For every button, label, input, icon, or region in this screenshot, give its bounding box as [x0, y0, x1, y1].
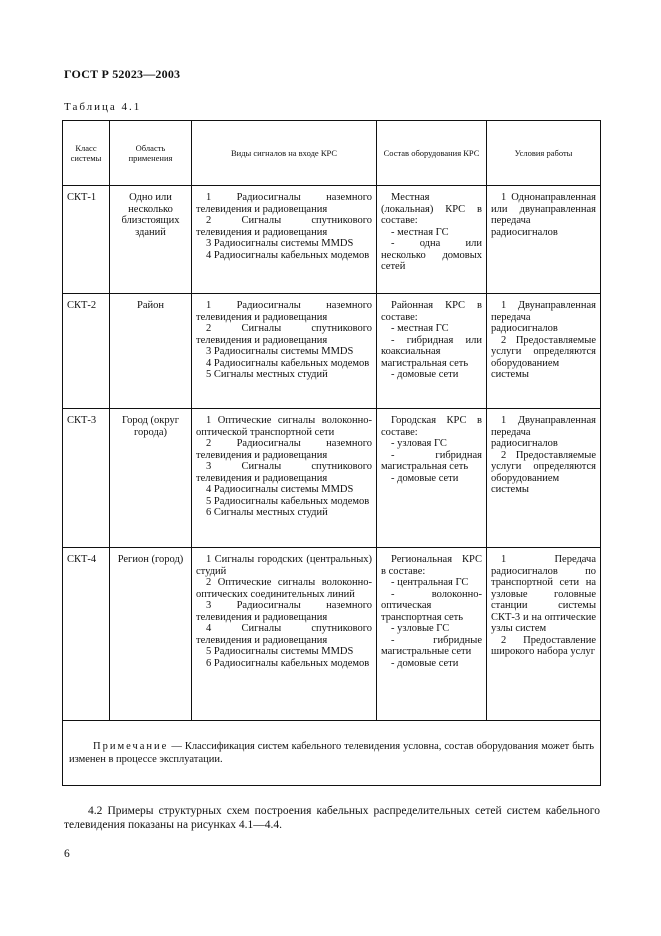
table-header-row — [63, 121, 601, 186]
table-row — [63, 294, 601, 409]
classification-table — [62, 120, 601, 786]
equipment-item: - домовые сети — [391, 472, 459, 484]
equipment-list — [377, 186, 486, 273]
signal-item: 5 Радиосигналы системы MMDS — [206, 646, 354, 657]
signal-item: 4 Сигналы спутникового телевидения и радиовещания — [196, 623, 372, 646]
signal-item: 4 Радиосигналы кабельных модемов — [206, 357, 370, 369]
condition-item: 1 Двунаправленная передача радиосигналов — [491, 300, 596, 334]
system-class: СКТ-1 — [67, 192, 97, 203]
condition-item: 1 Однонаправленная или двунаправленная передача радиосигналов — [491, 192, 596, 238]
table-row — [63, 548, 601, 721]
equipment-item: Местная (локальная) КРС в составе: — [381, 192, 482, 226]
equipment-list — [377, 294, 486, 381]
signal-item: 3 Радиосигналы системы MMDS — [206, 238, 354, 249]
signal-item: 2 Радиосигналы наземного телевидения и радиовещания — [196, 438, 372, 461]
conditions-list — [487, 294, 600, 381]
equipment-item: Районная КРС в составе: — [381, 300, 482, 323]
application-area: Район — [137, 300, 164, 311]
equipment-list — [377, 409, 486, 484]
equipment-list — [377, 548, 486, 669]
equipment-item: - местная ГС — [391, 226, 449, 238]
equipment-item: - домовые сети — [391, 369, 459, 380]
equipment-item: - домовые сети — [391, 657, 459, 669]
application-area: Одно или несколько близстоящих зданий — [121, 192, 180, 238]
condition-item: 1 Передача радиосигналов по транспортной сети на узловые головные станции системы СКТ-3 и на оптические узлы систем — [491, 554, 596, 634]
table-row — [63, 409, 601, 548]
equipment-item: - местная ГС — [391, 323, 449, 334]
equipment-item: Городская КРС в составе: — [381, 415, 482, 438]
signals-list — [192, 548, 376, 669]
condition-item: 2 Предоставляемые услуги определяются оборудованием системы — [491, 449, 596, 495]
signal-item: 4 Радиосигналы кабельных модемов — [206, 249, 370, 261]
signal-item: 5 Радиосигналы кабельных модемов — [206, 495, 370, 507]
column-header-conditions: Условия работы — [487, 121, 601, 186]
equipment-item: - узловая ГС — [391, 438, 447, 449]
equipment-item: - узловые ГС — [391, 623, 450, 634]
column-header-equipment: Состав оборудования КРС — [377, 121, 487, 186]
table-note — [63, 740, 600, 766]
equipment-item: - гибридная или коаксиальная магистральная сеть — [381, 334, 482, 369]
conditions-list — [487, 548, 600, 658]
signal-item: 4 Радиосигналы системы MMDS — [206, 484, 354, 495]
conditions-list — [487, 409, 600, 496]
note-text: — Классификация систем кабельного телевидения условна, состав оборудования может быть изменен в процессе эксплуатации. — [69, 741, 594, 765]
conditions-list — [487, 186, 600, 238]
equipment-item: Региональная КРС в составе: — [381, 554, 482, 577]
signal-item: 2 Оптические сигналы волоконно-оптических соединительных линий — [196, 577, 372, 600]
column-header-area: Область применения — [110, 121, 192, 186]
signal-item: 1 Радиосигналы наземного телевидения и радиовещания — [196, 300, 372, 323]
signal-item: 6 Сигналы местных студий — [206, 507, 328, 518]
signal-item: 3 Радиосигналы наземного телевидения и радиовещания — [196, 600, 372, 623]
signal-item: 2 Сигналы спутникового телевидения и радиовещания — [196, 215, 372, 238]
column-header-class: Класс системы — [63, 121, 110, 186]
signal-item: 3 Радиосигналы системы MMDS — [206, 346, 354, 357]
table-caption: Таблица 4.1 — [64, 101, 142, 113]
condition-item: 2 Предоставляемые услуги определяются оборудованием системы — [491, 334, 596, 380]
note-label: Примечание — [93, 741, 169, 752]
signals-list — [192, 186, 376, 261]
table-note-row — [63, 721, 601, 786]
equipment-item: - волоконно-оптическая транспортная сеть — [381, 588, 482, 623]
equipment-item: - центральная ГС — [391, 577, 469, 588]
condition-item: 1 Двунаправленная передача радиосигналов — [491, 415, 596, 449]
signal-item: 6 Радиосигналы кабельных модемов — [206, 657, 370, 669]
condition-item: 2 Предоставление широкого набора услуг — [491, 634, 596, 657]
signal-item: 1 Сигналы городских (центральных) студий — [196, 554, 372, 577]
signal-item: 3 Сигналы спутникового телевидения и радиовещания — [196, 461, 372, 484]
system-class: СКТ-3 — [67, 415, 97, 426]
system-class: СКТ-4 — [67, 554, 97, 565]
section-paragraph: 4.2 Примеры структурных схем построения кабельных распределительных сетей систем кабельного телевидения показаны на рисунках 4.1—4.4. — [64, 805, 600, 831]
column-header-signals: Виды сигналов на входе КРС — [192, 121, 377, 186]
page-number: 6 — [64, 848, 70, 860]
table-row — [63, 186, 601, 294]
application-area: Регион (город) — [117, 554, 184, 565]
signal-item: 1 Радиосигналы наземного телевидения и радиовещания — [196, 192, 372, 215]
document-header: ГОСТ Р 52023—2003 — [64, 67, 181, 81]
signal-item: 5 Сигналы местных студий — [206, 369, 328, 380]
equipment-item: - гибридная магистральная сеть — [381, 449, 482, 472]
signal-item: 2 Сигналы спутникового телевидения и радиовещания — [196, 323, 372, 346]
system-class: СКТ-2 — [67, 300, 97, 311]
signal-item: 1 Оптические сигналы волоконно-оптической транспортной сети — [196, 415, 372, 438]
signals-list — [192, 409, 376, 519]
application-area: Город (округ города) — [121, 415, 180, 438]
equipment-item: - одна или несколько домовых сетей — [381, 238, 482, 272]
signals-list — [192, 294, 376, 381]
equipment-item: - гибридные магистральные сети — [381, 634, 482, 657]
